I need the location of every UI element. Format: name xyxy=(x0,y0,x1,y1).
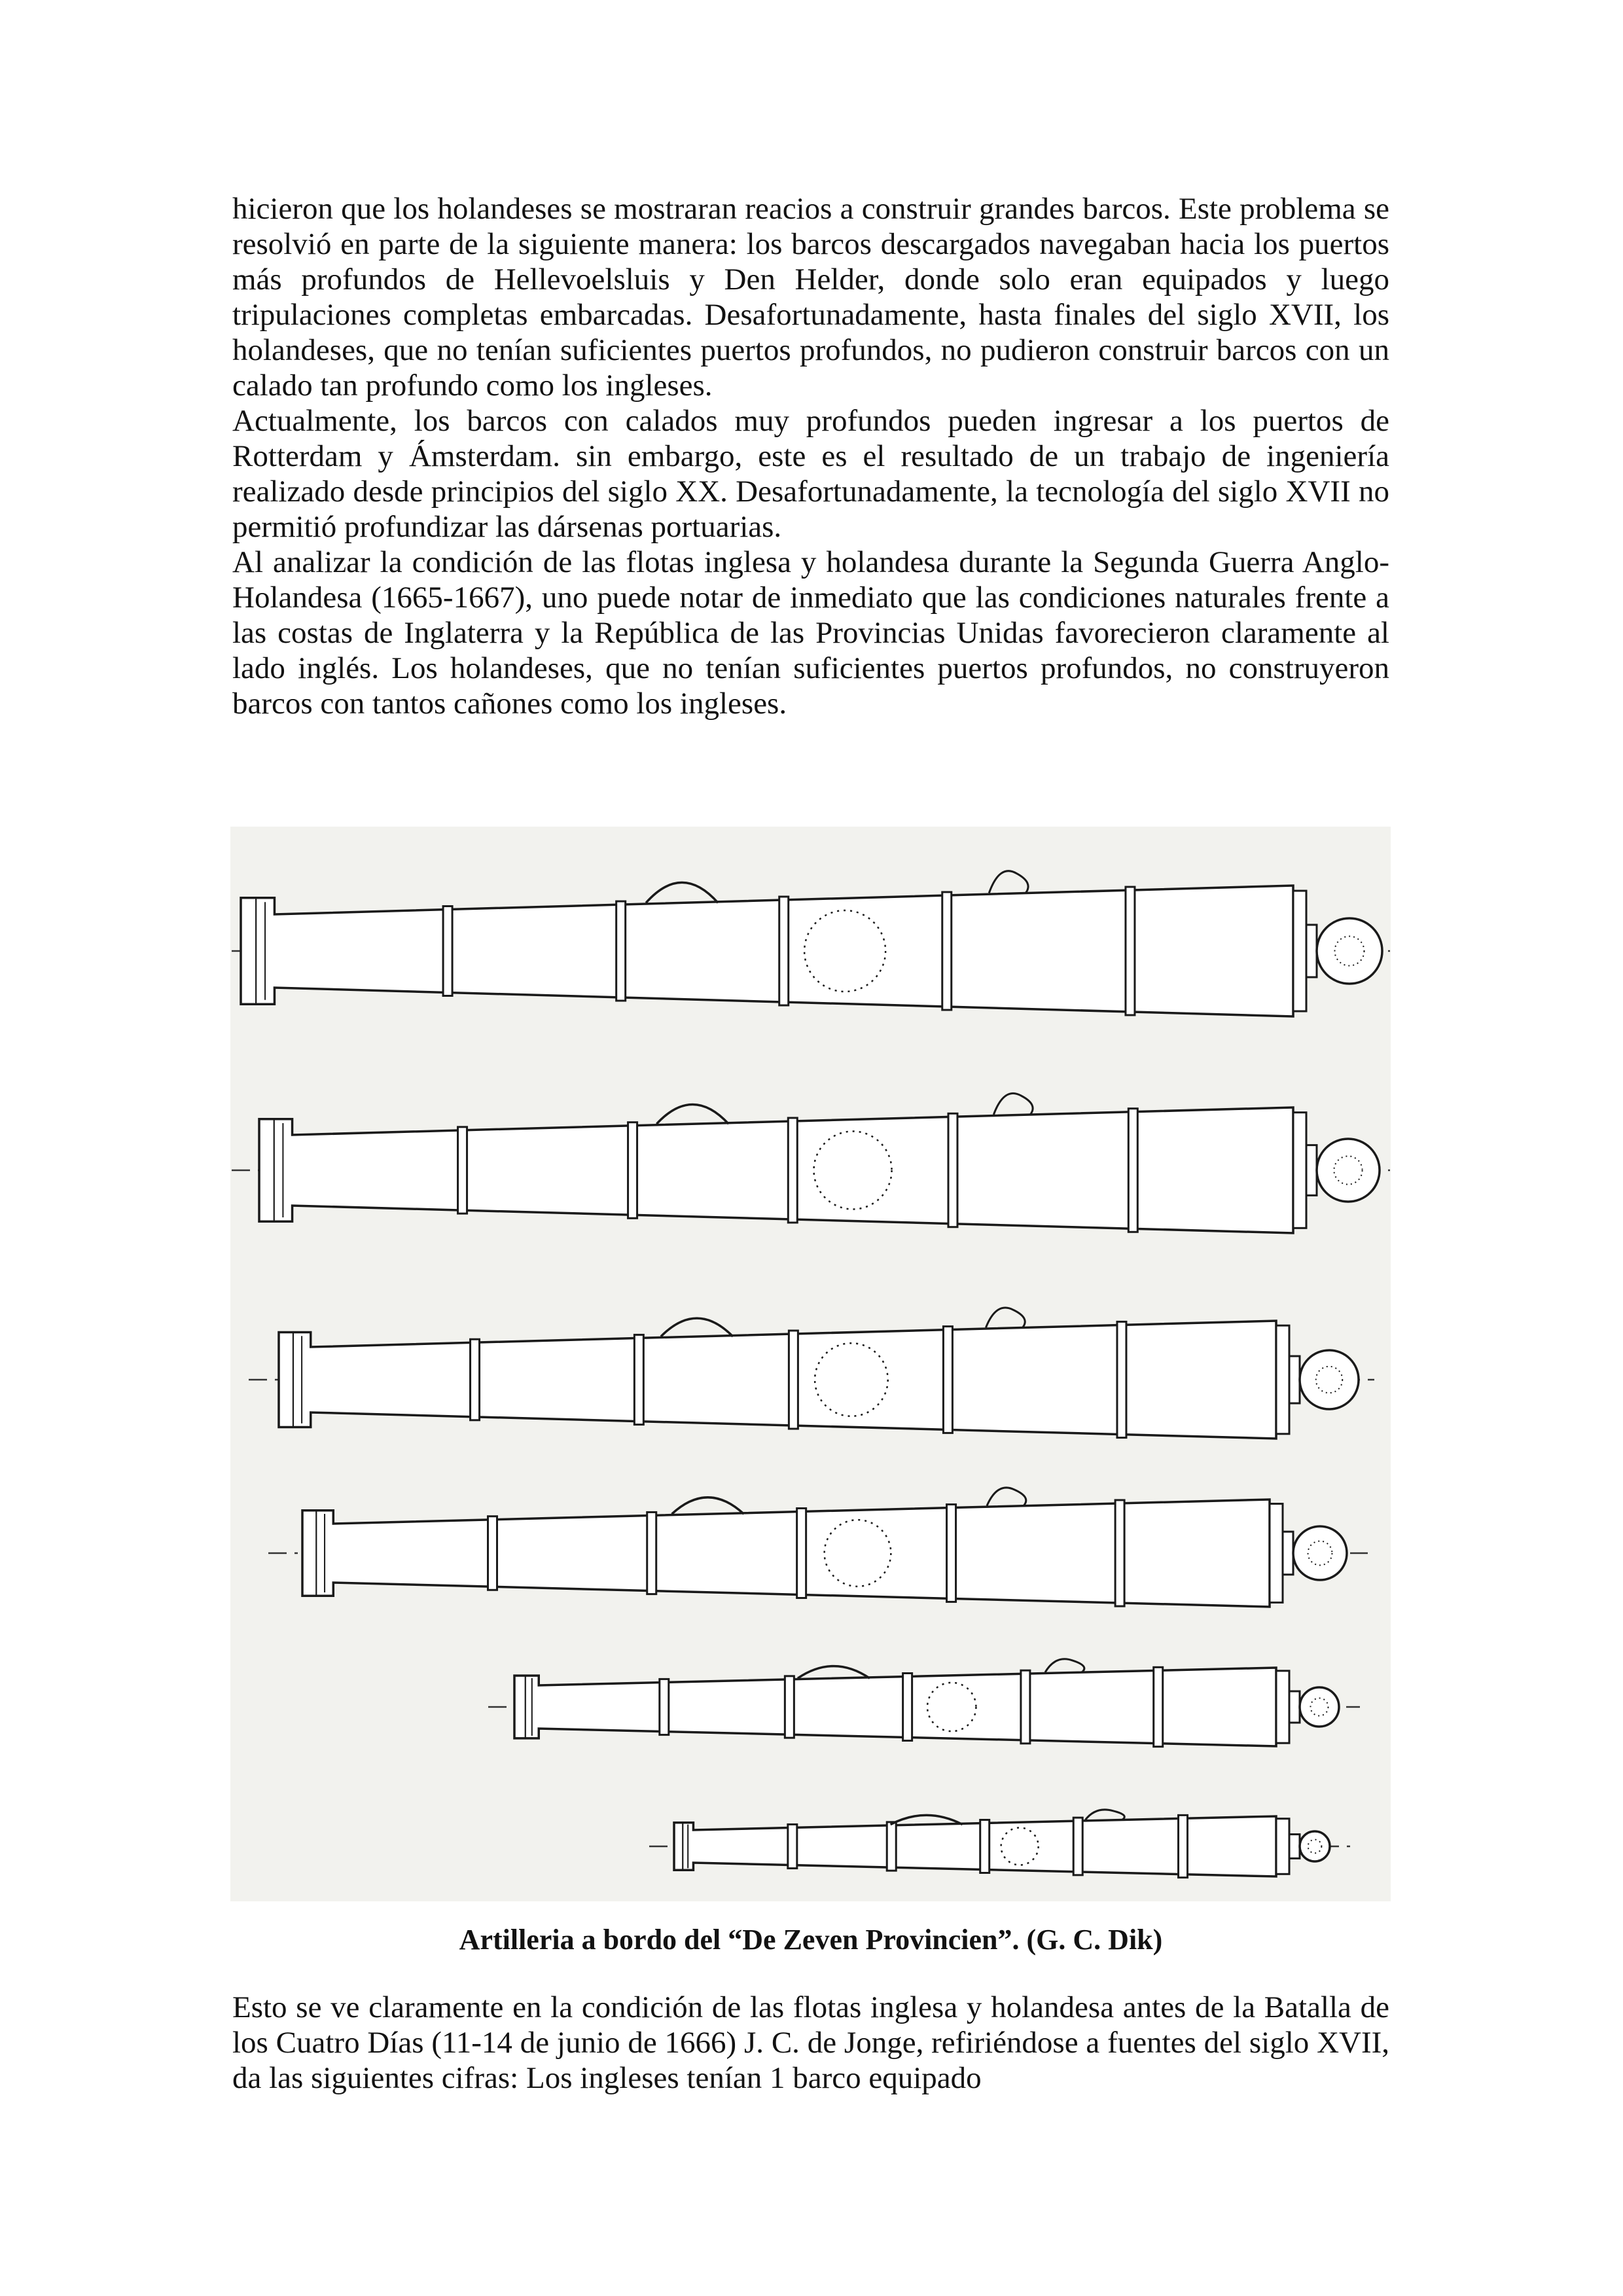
cannon-figure xyxy=(230,827,1391,1901)
paragraph-1: hicieron que los holandeses se mostraran reacios a construir grandes barcos. Este problema se resolvió en parte de la siguiente manera: los barcos descargados navegaban hacia los puertos más profundos de Hellevoelsluis y Den Helder, donde solo eran equipados y luego tripulaciones completas embarcadas. Desafortunadamente, hasta finales del siglo XVII, los holandeses, que no tenían suficientes puertos profundos, no pudieron construir barcos con un calado tan profundo como los ingleses. xyxy=(232,192,1389,403)
paragraph-3: Al analizar la condición de las flotas inglesa y holandesa durante la Segunda Guerra Anglo-Holandesa (1665-1667), uno puede notar de inmediato que las condiciones naturales frente a las costas de Inglaterra y la República de las Provincias Unidas favorecieron claramente al lado inglés. Los holandeses, que no tenían suficientes puertos profundos, no construyeron barcos con tantos cañones como los ingleses. xyxy=(232,545,1389,721)
paragraph-2: Actualmente, los barcos con calados muy profundos pueden ingresar a los puertos de Rotterdam y Ámsterdam. sin embargo, este es el resultado de un trabajo de ingeniería realizado desde principios del siglo XX. Desafortunadamente, la tecnología del siglo XVII no permitió profundizar las dársenas portuarias. xyxy=(232,404,1389,544)
closing-text xyxy=(232,1990,1389,2096)
body-text xyxy=(232,191,1389,721)
paragraph-4: Esto se ve claramente en la condición de las flotas inglesa y holandesa antes de la Batalla de los Cuatro Días (11-14 de junio de 1666) J. C. de Jonge, refiriéndose a fuentes del siglo XVII, da las siguientes cifras: Los ingleses tenían 1 barco equipado xyxy=(232,1990,1389,2095)
figure-caption: Artilleria a bordo del “De Zeven Provincien”. (G. C. Dik) xyxy=(459,1924,1163,1956)
cannon-illustration xyxy=(230,827,1391,1901)
